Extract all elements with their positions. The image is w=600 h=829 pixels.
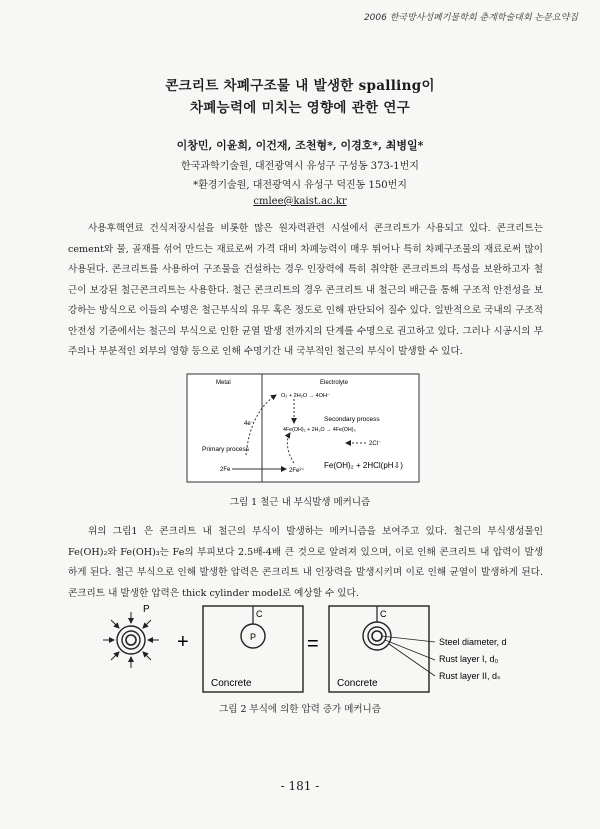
concrete-label-2: Concrete xyxy=(337,678,378,689)
email-link[interactable]: cmlee@kaist.ac.kr xyxy=(253,196,347,207)
page-number: - 181 - xyxy=(280,779,320,793)
secondary-process-label: Secondary process xyxy=(324,416,380,423)
body-paragraph-1 xyxy=(68,219,543,363)
affiliation-2: *환경기술원, 대전광역시 유성구 덕진동 150번지 xyxy=(193,180,407,191)
plus-sign: + xyxy=(177,631,189,653)
oxygen-reaction: O₂ + 2H₂O → 4OH⁻ xyxy=(281,393,330,399)
cover-label-2: C xyxy=(380,609,387,619)
electron-label: 4e⁻ xyxy=(244,421,254,427)
legend-rust-layer-2: Rust layer II, dₛ xyxy=(439,671,501,681)
electrolyte-label: Electrolyte xyxy=(320,380,349,386)
pressure-mechanism-figure xyxy=(95,600,515,695)
metal-label: Metal xyxy=(216,380,231,386)
ferrous-label: 2Fe²⁺ xyxy=(289,468,305,474)
corrosion-mechanism-figure xyxy=(186,373,420,483)
legend-steel-diameter: Steel diameter, d xyxy=(439,637,507,647)
cover-label-1: C xyxy=(256,609,263,619)
body-paragraph-2 xyxy=(68,522,543,604)
paragraph-1-text: 사용후핵연료 건식저장시설을 비롯한 많은 원자력관련 시설에서 콘크리트가 사용되고 있다. 콘크리트는 cement와 물, 골재를 섞어 만드는 재료로써 가격 대비 차폐능력이 매우 뛰어나 특히 차폐구조물의 재료로써 많이 사용된다. 콘크리트를 사용하여 구조물을 건설하는 경우 인장력에 특히 취약한 콘크리트의 특성을 보완하고자 철근이 보강된 철근콘크리트는 사용한다. 철근 콘크리트의 경우 콘크리트 내 철근의 배근을 통해 구조적 안전성을 보강하는 방식으로 이들의 수명은 철근부식의 유무 혹은 정도로 인해 판단되어 질수 있다. 일반적으로 국내의 구조적 안전성 기준에서는 철근의 부식으로 인한 균열 발생 전까지의 단계를 수명으로 권고하고 있다. 그러나 시공시의 부주의나 부분적인 외부의 영향 등으로 인해 수명기간 내 국부적인 철근의 부식이 발생할 수 있다. xyxy=(68,223,543,357)
pressurized-rebar-section xyxy=(103,612,159,668)
iron-label: 2Fe xyxy=(220,467,231,473)
concrete-label-1: Concrete xyxy=(211,678,252,689)
affiliation-1: 한국과학기술원, 대전광역시 유성구 구성동 373-1번지 xyxy=(181,161,419,172)
ph-reaction: Fe(OH)₂ + 2HCl(pH⇩) xyxy=(324,461,403,470)
chloride-label: 2Cl⁻ xyxy=(369,441,382,447)
legend-rust-layer-1: Rust layer I, d₀ xyxy=(439,654,499,664)
paper-title-line1: 콘크리트 차폐구조물 내 발생한 spalling이 xyxy=(165,78,435,94)
primary-process-label: Primary process xyxy=(202,446,249,453)
equals-sign: = xyxy=(307,633,319,655)
pressure-symbol: P xyxy=(143,604,150,615)
pressure-label: P xyxy=(250,632,257,642)
figure1-caption: 그림 1 철근 내 부식발생 메커니즘 xyxy=(229,497,371,508)
figure2-caption: 그림 2 부식에 의한 압력 증가 메커니즘 xyxy=(219,704,381,715)
paper-title-line2: 차폐능력에 미치는 영향에 관한 연구 xyxy=(189,100,411,116)
running-header: 2006 한국방사성폐기물학회 춘계학술대회 논문요약집 xyxy=(363,13,578,23)
author-list: 이창민, 이윤희, 이건재, 조천형*, 이경호*, 최병일* xyxy=(176,139,424,152)
secondary-reaction: 4Fe(OH)₂ + 2H₂O → 4Fe(OH)₃ xyxy=(283,427,356,433)
paragraph-2-text: 위의 그림1 은 콘크리트 내 철근의 부식이 발생하는 메커니즘을 보여주고 있다. 철근의 부식생성물인 Fe(OH)₂와 Fe(OH)₃는 Fe의 부피보다 2.5배-4배 큰 것으로 알려져 있으며, 이로 인해 콘크리트 내 압력이 발생하게 된다. 철근 부식으로 인해 발생한 압력은 콘크리트 내 인장력을 발생시키며 이로 인해 균열이 발생하게 된다. 콘크리트 내 발생한 압력은 thick cylinder model로 예상할 수 있다. xyxy=(68,526,543,599)
